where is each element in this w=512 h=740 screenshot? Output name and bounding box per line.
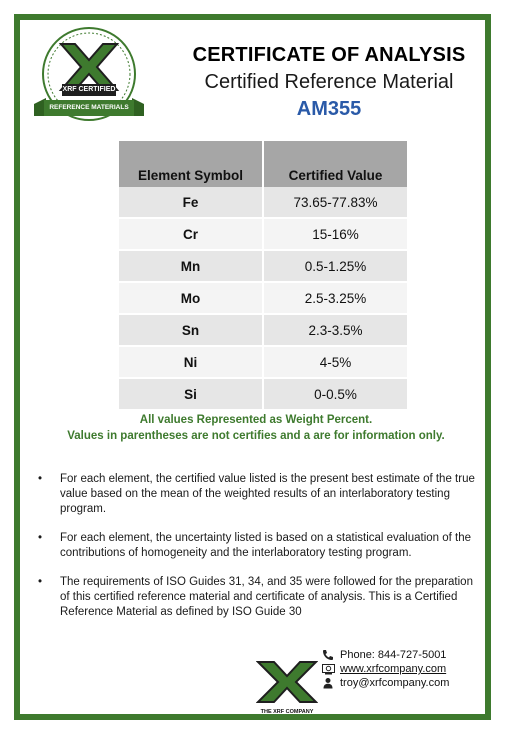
bullet-text: For each element, the uncertainty listed is based on a statistical evaluation of the contributions of homogeneity and the interlaboratory testing program. [60, 532, 472, 559]
footer-logo-text: THE XRF COMPANY [260, 709, 314, 715]
column-header-element: Element Symbol [119, 141, 263, 187]
person-icon [322, 677, 336, 689]
phone-icon [322, 649, 336, 661]
value-cell: 0.5-1.25% [263, 250, 407, 282]
table-row [119, 346, 407, 378]
table-header-row [119, 141, 407, 187]
website-link[interactable]: www.xrfcompany.com [340, 663, 447, 675]
bullet-marker: • [38, 576, 43, 588]
certified-values-table [119, 141, 407, 409]
bullet-marker: • [38, 532, 43, 544]
web-icon [322, 663, 336, 675]
bullet-marker: • [38, 473, 43, 485]
note-weight-percent: All values Represented as Weight Percent. [139, 414, 373, 426]
value-cell: 73.65-77.83% [263, 187, 407, 218]
bullet-text: For each element, the certified value listed is the present best estimate of the true value based on the mean of the weighted results of an interlaboratory testing program. [60, 473, 475, 515]
ribbon-text: REFERENCE MATERIALS [49, 104, 129, 111]
contact-phone [322, 648, 492, 662]
value-cell: 2.5-3.25% [263, 282, 407, 314]
xrf-company-logo [256, 660, 318, 715]
column-header-value: Certified Value [263, 141, 407, 187]
contact-email[interactable] [322, 676, 492, 690]
badge-text: XRF CERTIFIED [62, 86, 116, 93]
element-cell: Mn [119, 250, 263, 282]
element-cell: Cr [119, 218, 263, 250]
element-cell: Mo [119, 282, 263, 314]
material-code: AM355 [296, 98, 362, 120]
element-cell: Sn [119, 314, 263, 346]
element-cell: Fe [119, 187, 263, 218]
email-text[interactable]: troy@xrfcompany.com [340, 677, 450, 689]
table-row [119, 218, 407, 250]
table-row [119, 314, 407, 346]
bullet-text: The requirements of ISO Guides 31, 34, and 35 were followed for the preparation of this certified reference material and certificate of analysis. This is a Certified Reference Material as defined by ISO Guide 30 [60, 576, 473, 618]
value-cell: 15-16% [263, 218, 407, 250]
element-cell: Si [119, 378, 263, 409]
header [160, 44, 498, 121]
contact-block [322, 648, 492, 690]
list-item [38, 531, 484, 561]
table-row [119, 378, 407, 409]
table-row [119, 250, 407, 282]
table-row [119, 282, 407, 314]
value-cell: 2.3-3.5% [263, 314, 407, 346]
value-cell: 4-5% [263, 346, 407, 378]
list-item [38, 472, 484, 517]
page-subtitle: Certified Reference Material [204, 71, 454, 93]
bullet-list [38, 472, 484, 634]
table-row [119, 187, 407, 218]
list-item [38, 575, 484, 620]
page-title: CERTIFICATE OF ANALYSIS [192, 44, 466, 66]
xrf-certified-badge [30, 24, 148, 132]
value-cell: 0-0.5% [263, 378, 407, 409]
element-cell: Ni [119, 346, 263, 378]
note-parentheses: Values in parentheses are not certifies and a are for information only. [67, 430, 445, 442]
phone-text: Phone: 844-727-5001 [340, 649, 447, 661]
contact-web[interactable] [322, 662, 492, 676]
